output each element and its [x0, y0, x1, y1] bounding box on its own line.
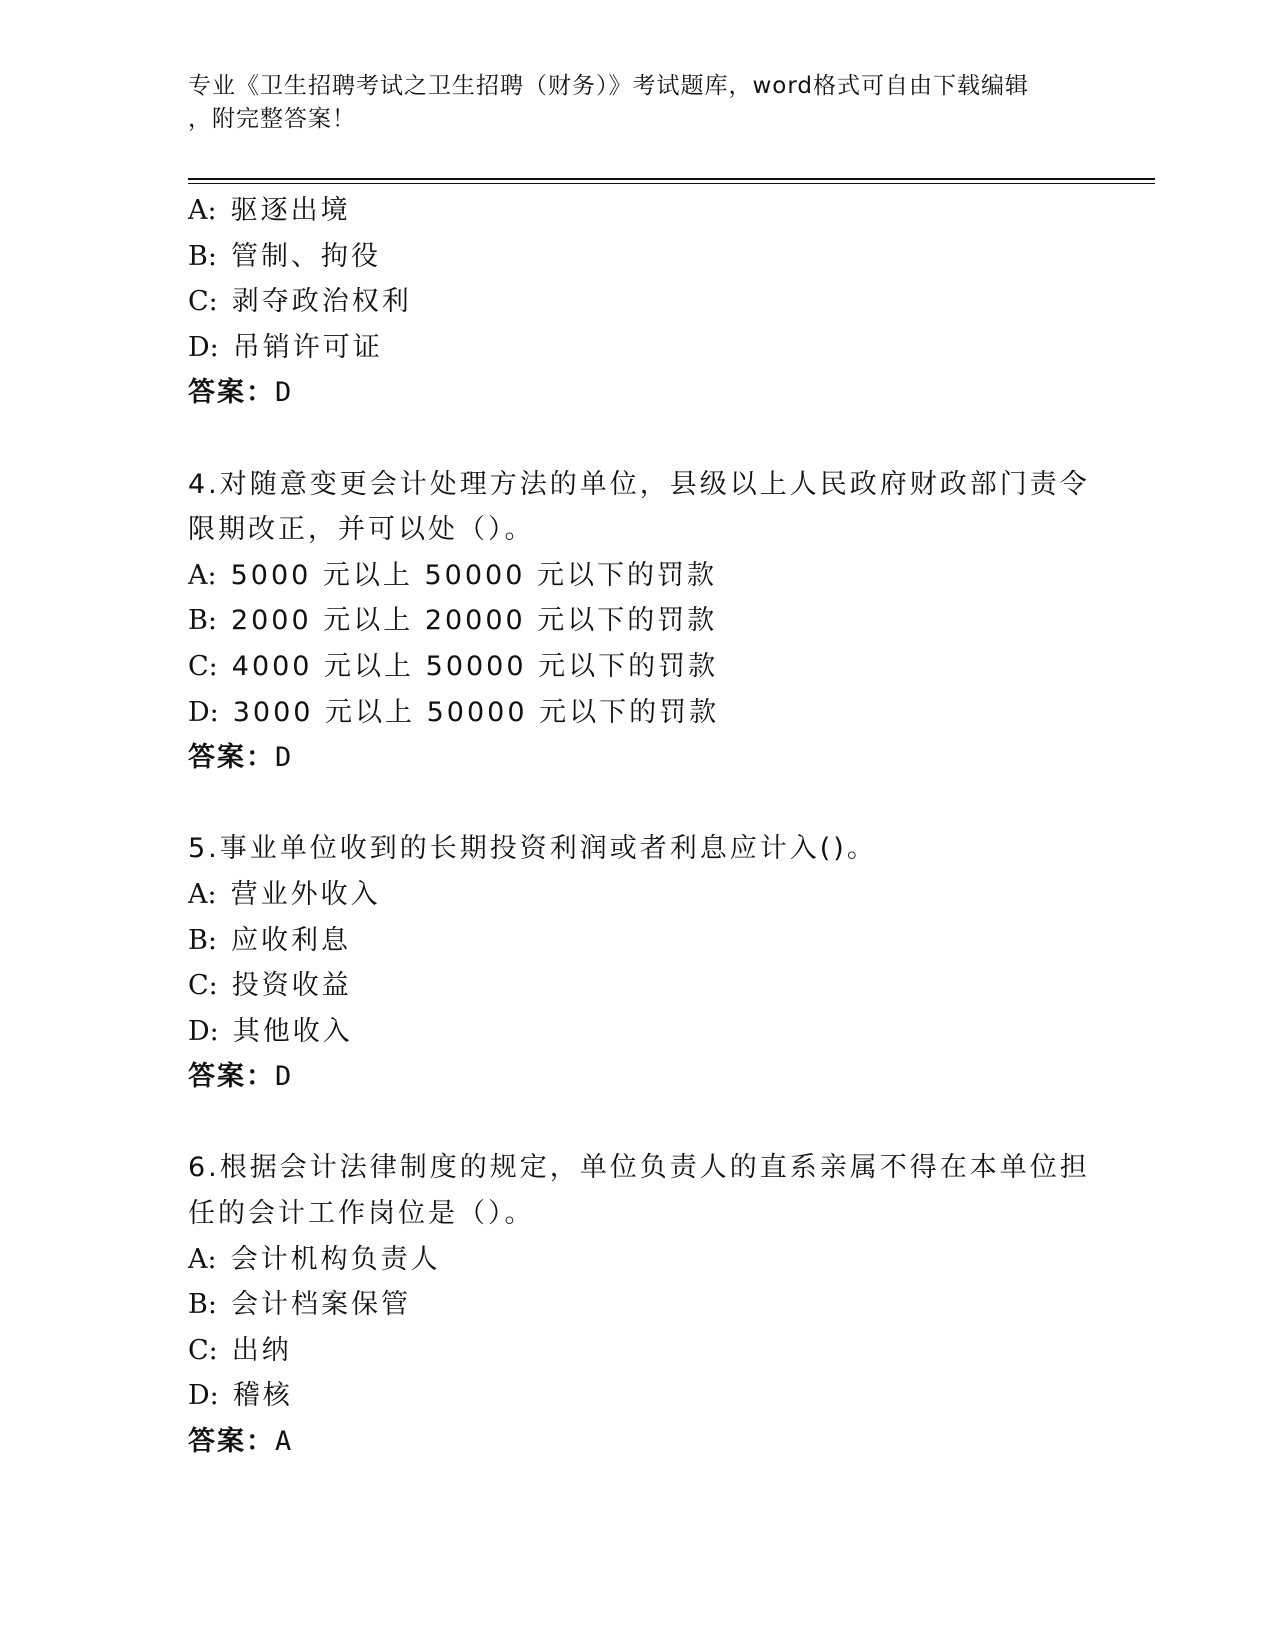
- option-key: C:: [188, 650, 218, 682]
- question-5: [188, 826, 1088, 1100]
- answer-line: [188, 1054, 1088, 1100]
- question-3: [188, 188, 1088, 416]
- option-c: [188, 1328, 1088, 1374]
- option-key: C:: [188, 286, 218, 318]
- option-text: 会计机构负责人: [230, 1243, 441, 1275]
- question-list: [188, 188, 1088, 1465]
- option-key: D:: [188, 331, 219, 363]
- question-stem: 4.对随意变更会计处理方法的单位，县级以上人民政府财政部门责令: [188, 468, 1090, 500]
- spacer: [188, 416, 1088, 462]
- option-b: [188, 598, 1088, 644]
- question-4: [188, 462, 1088, 781]
- option-key: C:: [188, 1334, 218, 1366]
- option-d: [188, 325, 1088, 371]
- option-a: [188, 1237, 1088, 1283]
- option-text: 会计档案保管: [230, 1289, 411, 1321]
- option-text: 营业外收入: [230, 878, 381, 910]
- option-key: B:: [188, 240, 217, 272]
- option-text: 稽核: [232, 1380, 293, 1412]
- header-line-1: 专业《卫生招聘考试之卫生招聘（财务）》考试题库，word格式可自由下载编辑: [188, 73, 1030, 99]
- option-b: [188, 918, 1088, 964]
- option-text: 剥夺政治权利: [231, 286, 412, 318]
- option-text: 3000 元以上 50000 元以下的罚款: [232, 696, 720, 728]
- option-d: [188, 690, 1088, 736]
- answer-label: 答案：: [188, 1061, 275, 1093]
- answer-value: D: [275, 742, 294, 774]
- option-b: [188, 234, 1088, 280]
- header-line-2: ，附完整答案！: [188, 106, 356, 132]
- question-stem: 6.根据会计法律制度的规定，单位负责人的直系亲属不得在本单位担: [188, 1152, 1090, 1184]
- option-text: 应收利息: [230, 924, 351, 956]
- option-c: [188, 644, 1088, 690]
- option-text: 吊销许可证: [232, 331, 383, 363]
- spacer: [188, 1100, 1088, 1146]
- option-key: D:: [188, 696, 219, 728]
- option-c: [188, 279, 1088, 325]
- option-text: 5000 元以上 50000 元以下的罚款: [230, 559, 717, 591]
- option-a: [188, 188, 1088, 234]
- option-a: [188, 872, 1088, 918]
- answer-label: 答案：: [188, 377, 275, 409]
- option-key: A:: [188, 195, 217, 226]
- option-key: D:: [188, 1380, 219, 1412]
- option-key: B:: [188, 605, 217, 637]
- answer-line: [188, 370, 1088, 416]
- option-text: 投资收益: [231, 970, 352, 1002]
- option-key: A:: [188, 1243, 217, 1275]
- option-text: 驱逐出境: [230, 195, 351, 226]
- option-key: D:: [188, 1015, 219, 1047]
- option-key: B:: [188, 1289, 217, 1321]
- option-key: A:: [188, 878, 217, 910]
- answer-line: [188, 1419, 1088, 1465]
- option-text: 其他收入: [232, 1015, 353, 1047]
- header-divider: [188, 178, 1155, 184]
- option-key: A:: [188, 559, 217, 591]
- option-d: [188, 1009, 1088, 1055]
- option-text: 管制、拘役: [230, 240, 381, 272]
- question-stem: 5.事业单位收到的长期投资利润或者利息应计入()。: [188, 833, 877, 865]
- answer-value: D: [275, 377, 294, 409]
- option-c: [188, 963, 1088, 1009]
- question-stem-cont: 限期改正，并可以处（）。: [188, 514, 535, 546]
- option-text: 4000 元以上 50000 元以下的罚款: [231, 650, 719, 682]
- option-text: 2000 元以上 20000 元以下的罚款: [230, 605, 718, 637]
- option-b: [188, 1282, 1088, 1328]
- option-key: B:: [188, 924, 217, 956]
- spacer: [188, 781, 1088, 827]
- option-key: C:: [188, 970, 218, 1002]
- option-a: [188, 553, 1088, 599]
- answer-label: 答案：: [188, 742, 275, 774]
- answer-label: 答案：: [188, 1426, 275, 1458]
- document-header: [188, 70, 1088, 136]
- answer-value: D: [275, 1061, 294, 1093]
- question-6: [188, 1145, 1088, 1464]
- answer-value: A: [275, 1426, 294, 1458]
- option-d: [188, 1373, 1088, 1419]
- answer-line: [188, 735, 1088, 781]
- question-stem-cont: 任的会计工作岗位是（）。: [188, 1198, 535, 1230]
- option-text: 出纳: [231, 1334, 292, 1366]
